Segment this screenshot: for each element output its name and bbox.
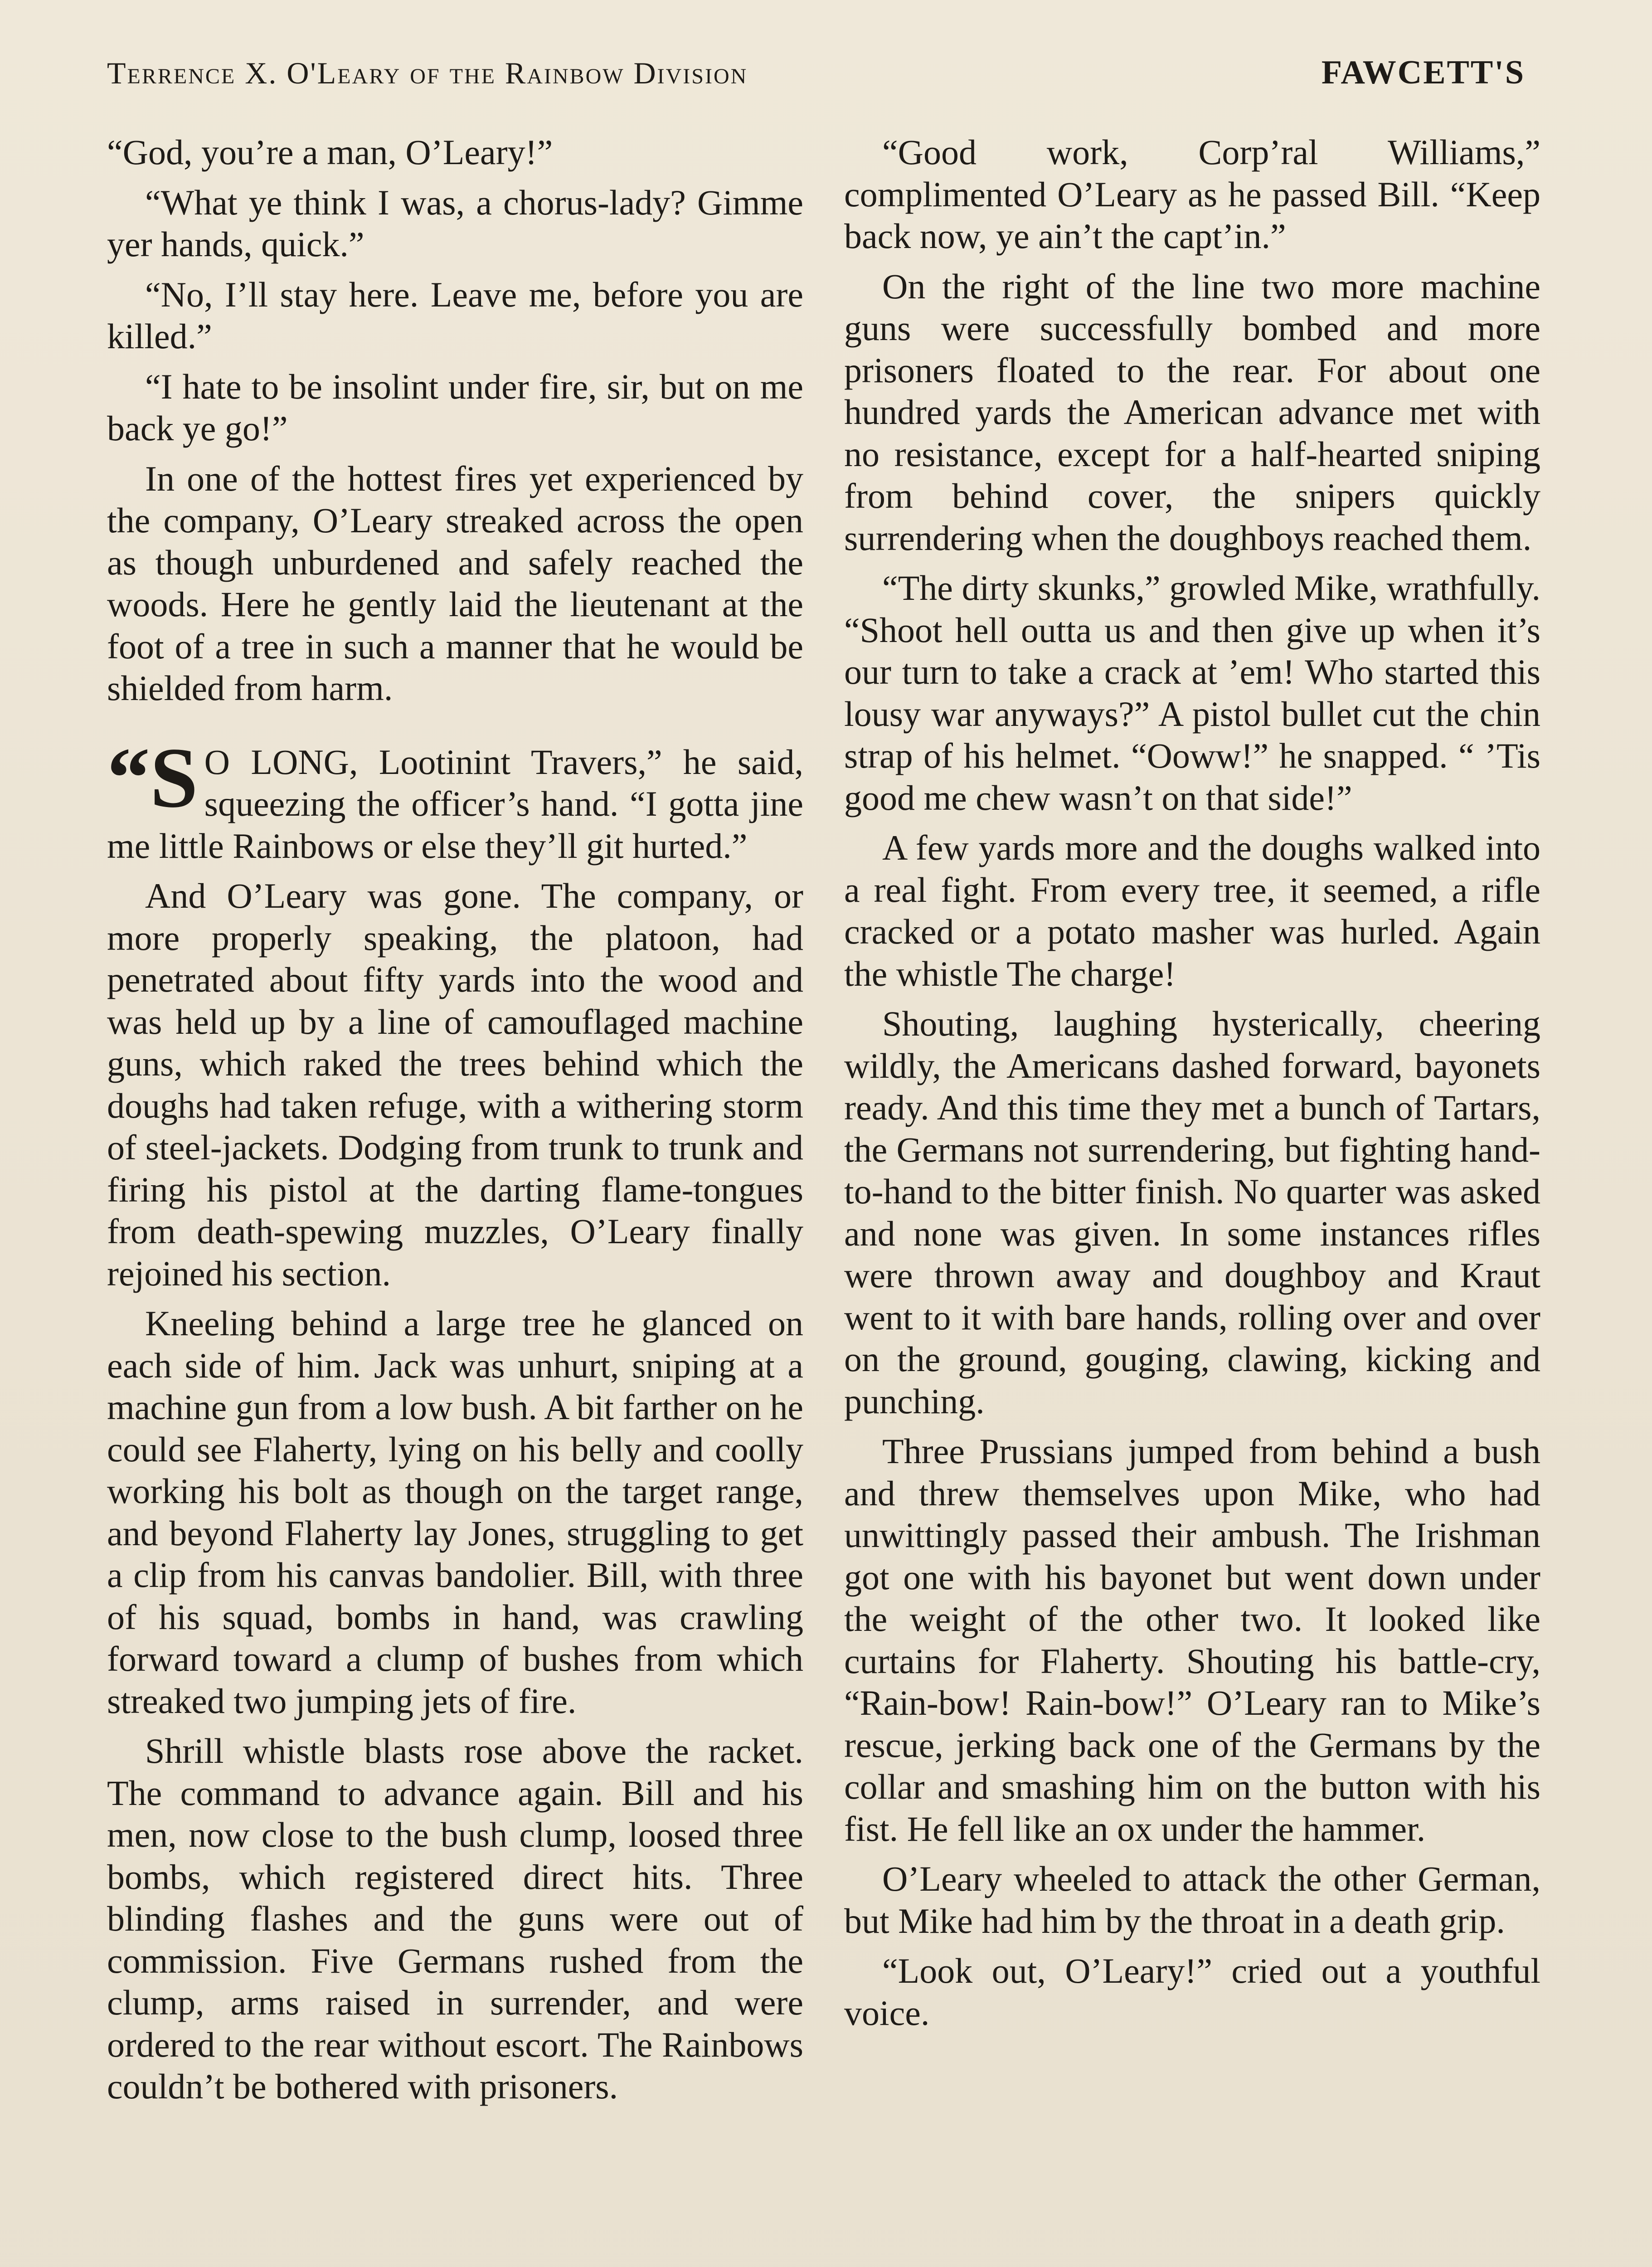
- paragraph: “The dirty skunks,” growled Mike, wrathfully. “Shoot hell outta us and then give up when it’s our turn to take a crack at ’em! Who started this lousy war anyways?” A pistol bullet cut the chin strap of his helmet. “Ooww!” he snapped. “ ’Tis good me chew wasn’t on that side!”: [844, 568, 1540, 817]
- paragraph: Shrill whistle blasts rose above the racket. The command to advance again. Bill and his men, now close to the bush clump, loosed three bombs, which registered direct hits. Three blinding flashes and the guns were out of commission. Five Germans rushed from the clump, arms raised in surrender, and were ordered to the rear without escort. The Rainbows couldn’t be bothered with prisoners.: [107, 1731, 803, 2106]
- paragraph: Kneeling behind a large tree he glanced on each side of him. Jack was unhurt, sniping at a machine gun from a low bush. A bit farther on he could see Flaherty, lying on his belly and coolly working his bolt as though on the target range, and beyond Flaherty lay Jones, struggling to get a clip from his canvas bandolier. Bill, with three of his squad, bombs in hand, was crawling forward toward a clump of bushes from which streaked two jumping jets of fire.: [107, 1304, 803, 1721]
- right-column: [844, 131, 1540, 2042]
- paragraph: Three Prussians jumped from behind a bush and threw themselves upon Mike, who had unwittingly passed their ambush. The Irishman got one with his bayonet but went down under the weight of the other two. It looked like curtains for Flaherty. Shouting his battle-cry, “Rain-bow! Rain-bow!” O’Leary ran to Mike’s rescue, jerking back one of the Germans by the collar and smashing him on the button with his fist. He fell like an ox under the hammer.: [844, 1431, 1540, 1849]
- paragraph: “No, I’ll stay here. Leave me, before you are killed.”: [107, 274, 803, 356]
- paragraph: A few yards more and the doughs walked into a real fight. From every tree, it seemed, a rifle cracked or a potato masher was hurled. Again the whistle The charge!: [844, 828, 1540, 993]
- paragraph: And O’Leary was gone. The company, or more properly speaking, the platoon, had penetrated about fifty yards into the wood and was held up by a line of camouflaged machine guns, which raked the trees behind which the doughs had taken refuge, with a withering storm of steel-jackets. Dodging from trunk to trunk and firing his pistol at the darting flame-tongues from death-spewing muzzles, O’Leary finally rejoined his section.: [107, 876, 803, 1293]
- paragraph: “I hate to be insolint under fire, sir, but on me back ye go!”: [107, 366, 803, 448]
- drop-cap: “S: [107, 730, 198, 826]
- paragraph: In one of the hottest fires yet experienced by the company, O’Leary streaked across the open as though unburdened and safely reached the woods. Here he gently laid the lieutenant at the foot of a tree in such a manner that he would be shielded from harm.: [107, 458, 803, 708]
- paragraph: On the right of the line two more machine guns were successfully bombed and more prisoners floated to the rear. For about one hundred yards the American advance met with no resistance, except for a half-hearted sniping from behind cover, the snipers quickly surrendering when the doughboys reached them.: [844, 266, 1540, 558]
- section-opening-text: O LONG, Lootinint Travers,” he said, squeezing the officer’s hand. “I gotta jine me little Rainbows or else they’ll git hurted.”: [107, 742, 803, 866]
- paragraph: “Look out, O’Leary!” cried out a youthful voice.: [844, 1951, 1540, 2033]
- paragraph: “Good work, Corp’ral Williams,” complimented O’Leary as he passed Bill. “Keep back now, ye ain’t the capt’in.”: [844, 132, 1540, 256]
- paragraph: “God, you’re a man, O’Leary!”: [107, 132, 553, 172]
- running-head: [107, 54, 1525, 92]
- paragraph: O’Leary wheeled to attack the other German, but Mike had him by the throat in a death grip.: [844, 1859, 1540, 1941]
- running-title: Terrence X. O'Leary of the Rainbow Division: [107, 56, 748, 90]
- paragraph: Shouting, laughing hysterically, cheering wildly, the Americans dashed forward, bayonets ready. And this time they met a bunch of Tartars, the Germans not surrendering, but fighting hand-to-hand to the bitter finish. No quarter was asked and none was given. In some instances rifles were thrown away and doughboy and Kraut went to it with bare hands, rolling over and over on the ground, gouging, clawing, kicking and punching.: [844, 1004, 1540, 1421]
- left-column: [107, 131, 803, 2116]
- section-opening-paragraph: [107, 730, 803, 867]
- magazine-name: FAWCETT'S: [1321, 54, 1525, 91]
- paragraph: “What ye think I was, a chorus-lady? Gimme yer hands, quick.”: [107, 182, 803, 264]
